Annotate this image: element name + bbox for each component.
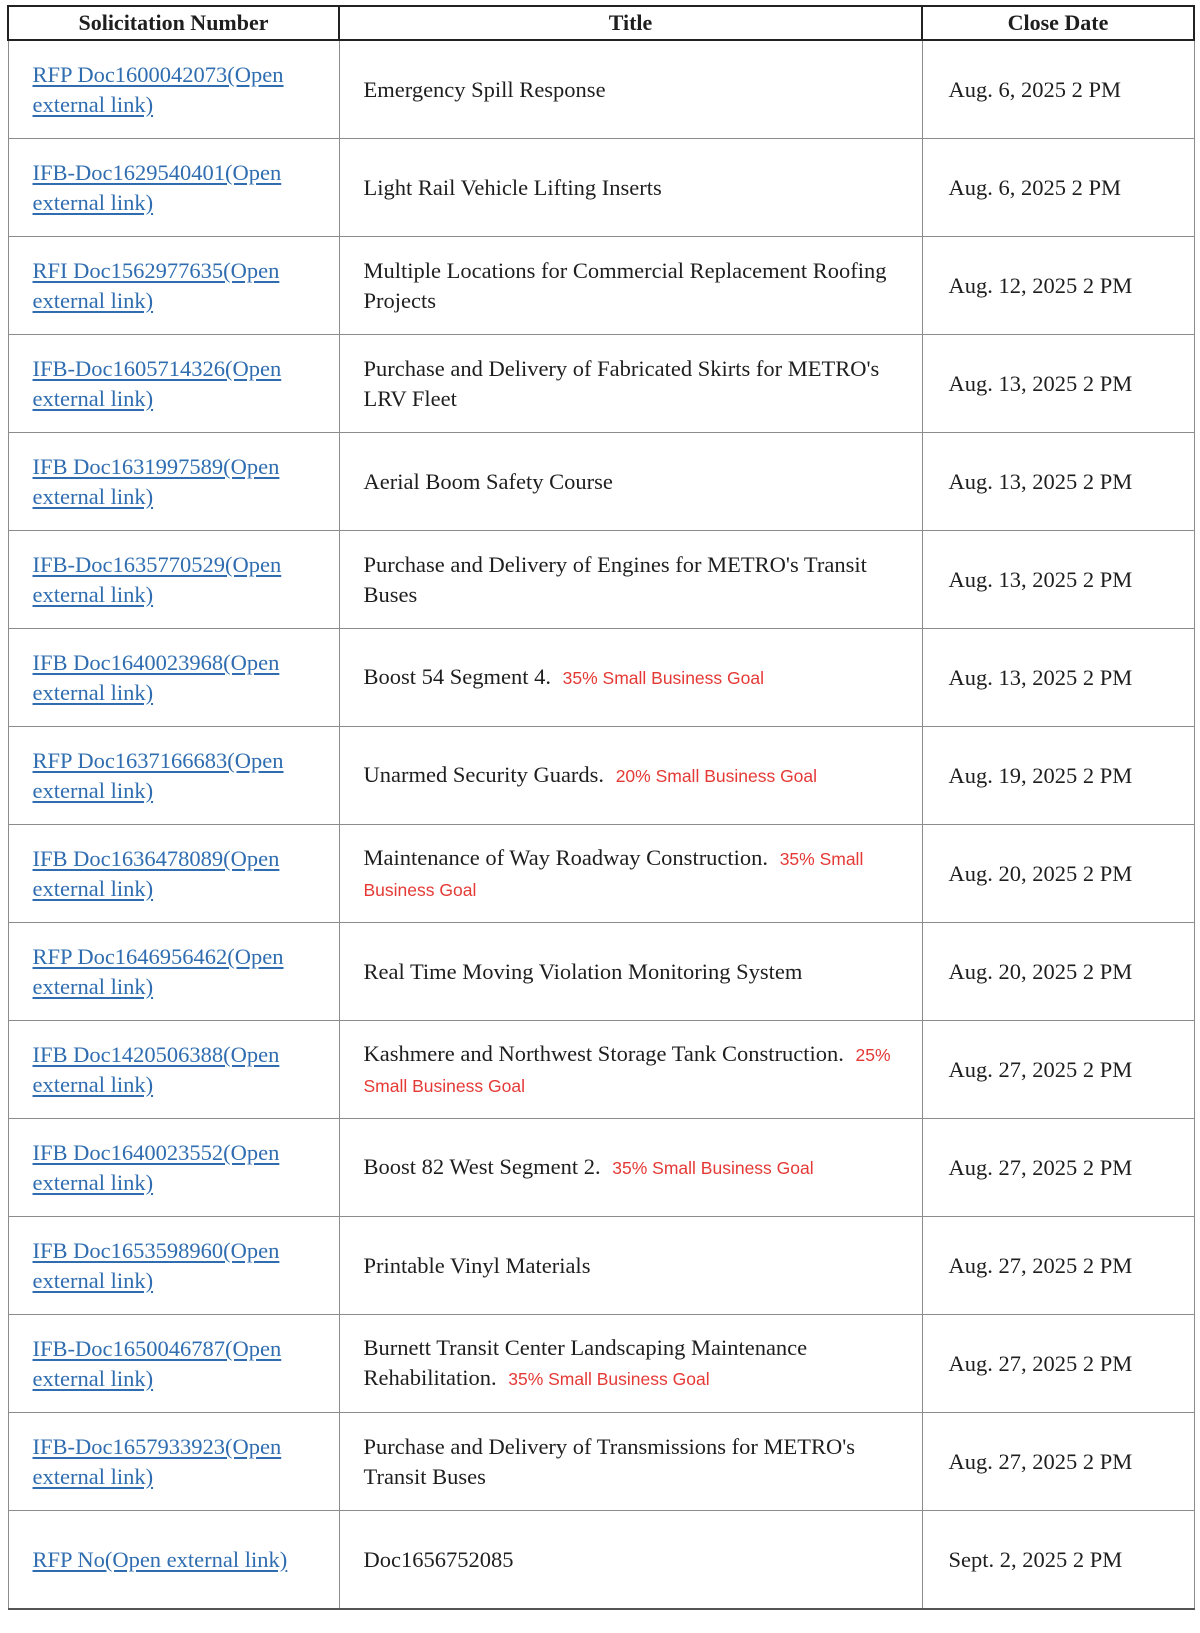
title-cell: [339, 1511, 922, 1610]
title-cell: [339, 923, 922, 1021]
solicitations-table: [7, 5, 1195, 1610]
close-date-cell: [922, 1119, 1194, 1217]
header-close-date: Close Date: [922, 6, 1194, 40]
solicitation-title: Boost 82 West Segment 2.: [363, 1154, 601, 1179]
title-cell: [339, 629, 922, 727]
solicitation-link[interactable]: IFB Doc1653598960(Open external link): [32, 1237, 280, 1293]
solicitation-title: Unarmed Security Guards.: [363, 762, 605, 787]
solicitation-link[interactable]: IFB Doc1640023552(Open external link): [32, 1139, 280, 1195]
solicitation-number-cell: [8, 727, 339, 825]
close-date: Sept. 2, 2025 2 PM: [948, 1546, 1123, 1572]
table-row: [8, 923, 1194, 1021]
solicitation-number-cell: [8, 335, 339, 433]
table-row: [8, 1511, 1194, 1610]
small-business-goal: 35% Small Business Goal: [562, 668, 764, 688]
close-date: Aug. 27, 2025 2 PM: [948, 1252, 1133, 1278]
solicitation-link[interactable]: IFB Doc1640023968(Open external link): [32, 649, 280, 705]
title-cell: [339, 40, 922, 139]
solicitation-link[interactable]: RFP Doc1646956462(Open external link): [32, 943, 284, 999]
small-business-goal: 25% Small Business Goal: [363, 1044, 891, 1096]
close-date-cell: [922, 1511, 1194, 1610]
title-cell: [339, 531, 922, 629]
close-date: Aug. 27, 2025 2 PM: [948, 1350, 1133, 1376]
table-row: [8, 237, 1194, 335]
solicitation-link[interactable]: IFB-Doc1657933923(Open external link): [32, 1433, 282, 1489]
solicitation-title: Emergency Spill Response: [363, 76, 606, 102]
title-cell: [339, 237, 922, 335]
solicitation-link[interactable]: IFB Doc1631997589(Open external link): [32, 453, 280, 509]
close-date: Aug. 27, 2025 2 PM: [948, 1056, 1133, 1082]
solicitation-title: Maintenance of Way Roadway Construction.: [363, 844, 769, 870]
title-cell: [339, 433, 922, 531]
header-row: [8, 6, 1194, 40]
solicitation-title: Doc1656752085: [363, 1546, 514, 1572]
solicitation-number-cell: [8, 531, 339, 629]
solicitation-number-cell: [8, 629, 339, 727]
close-date: Aug. 27, 2025 2 PM: [948, 1448, 1133, 1474]
title-cell: [339, 1119, 922, 1217]
solicitation-title: Real Time Moving Violation Monitoring System: [363, 958, 803, 984]
solicitation-link[interactable]: IFB-Doc1635770529(Open external link): [32, 551, 282, 607]
table-row: [8, 629, 1194, 727]
close-date-cell: [922, 923, 1194, 1021]
close-date: Aug. 13, 2025 2 PM: [948, 468, 1133, 494]
solicitation-link[interactable]: RFP No(Open external link): [32, 1546, 288, 1572]
table-row: [8, 139, 1194, 237]
solicitation-title: Light Rail Vehicle Lifting Inserts: [363, 174, 662, 200]
close-date-cell: [922, 629, 1194, 727]
close-date-cell: [922, 139, 1194, 237]
solicitation-title: Burnett Transit Center Landscaping Maintenance Rehabilitation.: [363, 1335, 808, 1390]
close-date: Aug. 12, 2025 2 PM: [948, 272, 1133, 298]
header-solicitation-number: Solicitation Number: [8, 6, 339, 40]
solicitation-number-cell: [8, 1119, 339, 1217]
table-header: [8, 6, 1194, 40]
small-business-goal: 35% Small Business Goal: [363, 848, 864, 900]
solicitation-number-cell: [8, 433, 339, 531]
solicitation-number-cell: [8, 825, 339, 923]
solicitation-number-cell: [8, 1511, 339, 1610]
solicitation-number-cell: [8, 237, 339, 335]
close-date-cell: [922, 335, 1194, 433]
table-row: [8, 825, 1194, 923]
close-date: Aug. 27, 2025 2 PM: [948, 1154, 1133, 1180]
table-row: [8, 40, 1194, 139]
solicitation-number-cell: [8, 40, 339, 139]
solicitation-title: Aerial Boom Safety Course: [363, 468, 613, 494]
solicitation-number-cell: [8, 1413, 339, 1511]
close-date: Aug. 13, 2025 2 PM: [948, 370, 1133, 396]
close-date: Aug. 6, 2025 2 PM: [948, 76, 1122, 102]
table-row: [8, 727, 1194, 825]
solicitation-link[interactable]: IFB-Doc1650046787(Open external link): [32, 1335, 282, 1391]
solicitation-link[interactable]: IFB-Doc1629540401(Open external link): [32, 159, 282, 215]
solicitation-number-cell: [8, 139, 339, 237]
close-date-cell: [922, 1413, 1194, 1511]
close-date: Aug. 20, 2025 2 PM: [948, 860, 1133, 886]
table-row: [8, 1413, 1194, 1511]
table-row: [8, 1217, 1194, 1315]
close-date-cell: [922, 825, 1194, 923]
close-date-cell: [922, 40, 1194, 139]
title-cell: [339, 1021, 922, 1119]
close-date-cell: [922, 531, 1194, 629]
close-date-cell: [922, 1315, 1194, 1413]
solicitation-link[interactable]: RFP Doc1600042073(Open external link): [32, 61, 284, 117]
close-date: Aug. 13, 2025 2 PM: [948, 566, 1133, 592]
close-date-cell: [922, 1217, 1194, 1315]
solicitation-title: Purchase and Delivery of Engines for METRO's Transit Buses: [363, 551, 867, 607]
close-date: Aug. 20, 2025 2 PM: [948, 958, 1133, 984]
title-cell: [339, 825, 922, 923]
table-body: [8, 40, 1194, 1609]
title-cell: [339, 727, 922, 825]
solicitation-title: Purchase and Delivery of Fabricated Skirts for METRO's LRV Fleet: [363, 355, 880, 411]
table-row: [8, 1021, 1194, 1119]
solicitation-link[interactable]: IFB Doc1420506388(Open external link): [32, 1041, 280, 1097]
small-business-goal: 20% Small Business Goal: [615, 766, 818, 786]
solicitation-title: Printable Vinyl Materials: [363, 1252, 591, 1278]
solicitation-number-cell: [8, 1021, 339, 1119]
small-business-goal: 35% Small Business Goal: [612, 1158, 814, 1178]
table-row: [8, 1119, 1194, 1217]
solicitation-link[interactable]: IFB-Doc1605714326(Open external link): [32, 355, 282, 411]
solicitation-link[interactable]: RFP Doc1637166683(Open external link): [32, 747, 284, 803]
solicitation-title: Boost 54 Segment 4.: [363, 664, 552, 689]
solicitation-link[interactable]: IFB Doc1636478089(Open external link): [32, 845, 280, 901]
close-date-cell: [922, 1021, 1194, 1119]
title-cell: [339, 335, 922, 433]
close-date-cell: [922, 433, 1194, 531]
solicitation-number-cell: [8, 1217, 339, 1315]
close-date: Aug. 6, 2025 2 PM: [948, 174, 1122, 200]
close-date-cell: [922, 237, 1194, 335]
title-cell: [339, 1315, 922, 1413]
close-date-cell: [922, 727, 1194, 825]
header-title: Title: [339, 6, 922, 40]
solicitation-title: Multiple Locations for Commercial Replacement Roofing Projects: [363, 257, 887, 313]
solicitation-title: Purchase and Delivery of Transmissions for METRO's Transit Buses: [363, 1433, 856, 1489]
solicitation-link[interactable]: RFI Doc1562977635(Open external link): [32, 257, 280, 313]
solicitation-number-cell: [8, 923, 339, 1021]
close-date: Aug. 19, 2025 2 PM: [948, 762, 1133, 788]
title-cell: [339, 1413, 922, 1511]
close-date: Aug. 13, 2025 2 PM: [948, 664, 1133, 690]
table-row: [8, 1315, 1194, 1413]
small-business-goal: 35% Small Business Goal: [508, 1369, 710, 1389]
title-cell: [339, 139, 922, 237]
table-row: [8, 433, 1194, 531]
solicitation-title: Kashmere and Northwest Storage Tank Construction.: [363, 1040, 844, 1066]
solicitation-number-cell: [8, 1315, 339, 1413]
table-row: [8, 335, 1194, 433]
table-row: [8, 531, 1194, 629]
title-cell: [339, 1217, 922, 1315]
